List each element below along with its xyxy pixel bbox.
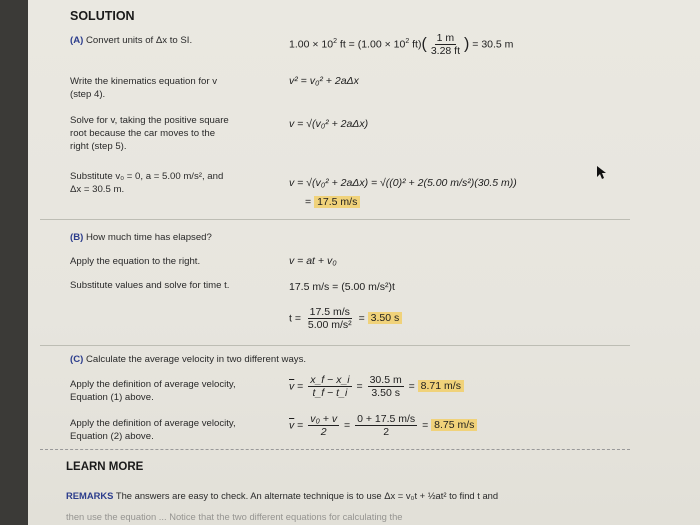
remarks-text: The answers are easy to check. An alternate technique is to use Δx = v₀t + ½at² to find t and (115, 490, 499, 501)
part-a-result-line: = 17.5 m/s (305, 196, 360, 208)
step5-line1: Solve for v, taking the positive square (70, 115, 229, 126)
def2-text (70, 417, 236, 443)
eq-avg-velocity-2: $\overline{v}$ = $\frac{\text{v₀ + v}}{2}$ = $\frac{0 + 17.5 m/s}{2}$ = 8.75 m/s (289, 413, 477, 438)
eq-unit-conversion (289, 32, 513, 57)
eq-kinematics: v² = v₀² + 2aΔx (289, 75, 359, 87)
def2-line2: Equation (2) above. (70, 431, 154, 442)
substitute-text (70, 170, 223, 196)
eq-convert-left: 1.00 × 10 (289, 38, 334, 51)
step4-text (70, 75, 217, 101)
eq-sqrt: v = √(v₀² + 2aΔx) (289, 118, 369, 130)
part-a-label: (A) (70, 35, 84, 46)
part-b-result: 3.50 s (368, 312, 403, 324)
eq-convert-exp: 2 (333, 37, 337, 45)
eq-avg-velocity-1: $\overline{v}$ = $\frac{x\_f - x\_i}{t\_f - t\_i}$ = $\frac{30.5 m}{3.50 s}$ = 8.71 m/s (289, 374, 464, 399)
part-b-prompt (70, 231, 212, 244)
mouse-cursor-icon (597, 166, 607, 185)
step4-line1: Write the kinematics equation for v (70, 76, 217, 87)
remarks-line (66, 489, 498, 502)
part-b-apply: Apply the equation to the right. (70, 256, 201, 267)
v-bar-1: $\overline{v}$ (289, 380, 295, 393)
eq-substitute: v = √(v₀² + 2aΔx) = √((0)² + 2(5.00 m/s²)(30.5 m)) (289, 177, 517, 189)
page-edge-shadow (0, 0, 30, 525)
eq-convert-mid2: ft) (412, 38, 422, 51)
avg1-fraction-a (308, 374, 351, 399)
avg1-result: 8.71 m/s (418, 380, 464, 392)
divider-a (40, 219, 630, 220)
step5-line3: right (step 5). (70, 141, 127, 152)
part-c-text: Calculate the average velocity in two different ways. (86, 354, 307, 365)
part-b-label: (B) (70, 232, 84, 243)
conversion-fraction (429, 32, 462, 57)
avg1-den-a: t_f − t_i (312, 387, 348, 399)
learn-more-heading: LEARN MORE (66, 461, 144, 473)
t-label: t = (289, 312, 301, 325)
step4-line2: (step 4). (70, 89, 106, 100)
remarks-label: REMARKS (66, 490, 114, 501)
v-bar-2: $\overline{v}$ (289, 419, 295, 432)
eq-convert-mid: ft = (1.00 × 10 (339, 38, 406, 51)
paren-open: ( (421, 35, 427, 53)
avg2-result: 8.75 m/s (431, 419, 477, 431)
eq-b-substitute: 17.5 m/s = (5.00 m/s²)t (289, 281, 395, 293)
avg2-fraction-b (355, 413, 417, 438)
def1-text (70, 378, 236, 404)
def1-line1: Apply the definition of average velocity, (70, 379, 236, 390)
def2-line1: Apply the definition of average velocity, (70, 418, 236, 429)
divider-b (40, 345, 630, 346)
eq-convert-exp2: 2 (405, 37, 410, 45)
step5-line2: root because the car moves to the (70, 128, 216, 139)
avg2-num-b: 0 + 17.5 m/s (357, 413, 416, 425)
part-a-prompt (70, 34, 192, 47)
time-den: 5.00 m/s² (307, 319, 352, 331)
part-c-prompt (70, 353, 306, 366)
avg1-num-b: 30.5 m (369, 374, 402, 386)
def1-line2: Equation (1) above. (70, 392, 154, 403)
part-b-substitute: Substitute values and solve for time t. (70, 280, 230, 291)
divider-c (40, 449, 630, 450)
part-b-text: How much time has elapsed? (86, 232, 212, 243)
avg1-fraction-b (368, 374, 404, 399)
step5-text (70, 114, 229, 153)
avg2-den-b: 2 (383, 426, 390, 438)
avg2-den-a: 2 (320, 426, 327, 438)
part-a-result: 17.5 m/s (314, 196, 360, 208)
time-num: 17.5 m/s (309, 306, 350, 318)
eq-velocity-time: v = at + v₀ (289, 255, 337, 267)
part-a-text: Convert units of Δx to SI. (86, 35, 193, 46)
conversion-den: 3.28 ft (430, 45, 461, 57)
avg1-den-b: 3.50 s (371, 387, 400, 399)
substitute-line2: Δx = 30.5 m. (70, 184, 125, 195)
eq-time-solve: t = $\frac{17.5 m/s}{\text{5.00 m/s²}}$ = 3.50 s (289, 306, 402, 331)
time-fraction (306, 306, 354, 331)
remarks-cut-line: then use the equation ... Notice that the two different equations for calculating the (66, 511, 403, 522)
avg1-num-a: x_f − x_i (310, 374, 350, 386)
conversion-num: 1 m (436, 32, 455, 44)
solution-heading: SOLUTION (70, 9, 135, 23)
eq-convert-result: = 30.5 m (472, 38, 514, 51)
paren-close: ) (464, 35, 470, 53)
avg2-num-a: v₀ + v (310, 413, 338, 425)
part-c-label: (C) (70, 354, 84, 365)
avg2-fraction-a (308, 413, 339, 438)
substitute-line1: Substitute v₀ = 0, a = 5.00 m/s², and (70, 171, 224, 182)
